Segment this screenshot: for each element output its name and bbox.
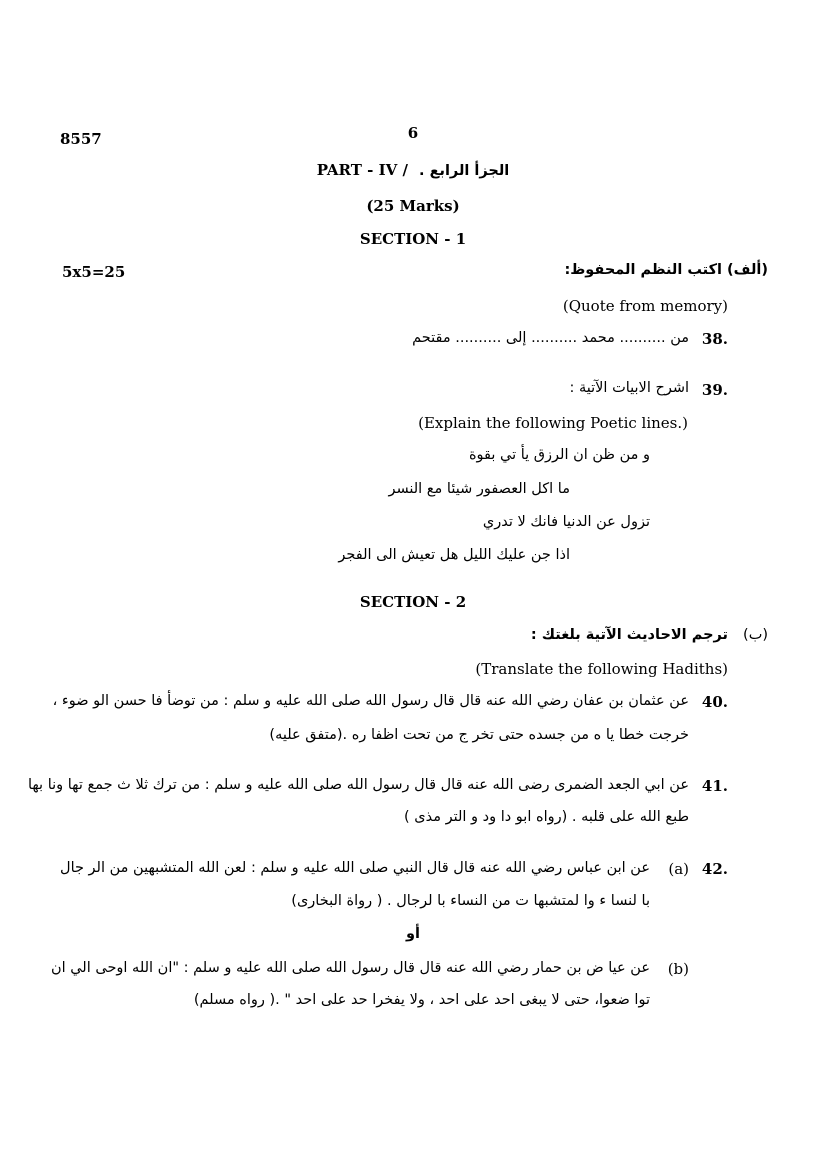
translate-instruction: (Translate the following Hadiths) [475, 660, 728, 678]
section-2-title: SECTION - 2 [359, 593, 467, 611]
q41-number: 41. [701, 777, 728, 795]
q42-b-line-2: توا ضعوا، حتى لا يبغى احد على احد ، ولا يفخرا حد على احد " .( رواه مسلم) [193, 992, 650, 1008]
section-1-marks: 5x5=25 [62, 263, 126, 281]
q41-line-1: عن ابي الجعد الضمرى رضى الله عنه قال قال رسول الله صلى الله عليه و سلم : من ترك ثلا ث جمع تها ونا بها [27, 777, 689, 793]
or-separator: أو [406, 926, 420, 942]
poem-line-2: ما اكل العصفور شيئا مع النسر [388, 481, 570, 497]
poem-line-4: اذا جن عليك الليل هل تعيش الى الفجر [338, 547, 570, 563]
part-title-ar: الجزأ الرابع . [419, 163, 510, 179]
q41-line-2: طبع الله على قلبه . (رواه ابو دا ود و التر مذى ) [404, 809, 689, 825]
poem-line-3: تزول عن الدنيا فانك لا تدري [482, 514, 650, 530]
q39-number: 39. [701, 381, 728, 399]
section-1-heading: (ألف) اكتب النظم المحفوظ: [564, 262, 768, 278]
part-title-en: PART - IV / [316, 161, 408, 179]
q40-line-1: عن عثمان بن عفان رضي الله عنه قال قال رسول الله صلى الله عليه و سلم : من توضأ فا حسن الو ضوء ، [52, 693, 689, 709]
q38-number: 38. [701, 330, 728, 348]
page-number: 6 [407, 124, 419, 142]
q42-a-line-1: عن ابن عباس رضي الله عنه قال قال النبي صلى الله عليه و سلم : لعن الله المتشبهين من الر جال [60, 860, 650, 876]
total-marks: (25 Marks) [366, 197, 460, 215]
section-2-label: (ب) [743, 627, 768, 643]
paper-code: 8557 [60, 130, 102, 148]
q42-number: 42. [701, 860, 728, 878]
q38-text: من .......... محمد .......... إلى .......... مقتحم [412, 330, 689, 346]
q42-b-line-1: عن عيا ض بن حمار رضي الله عنه قال قال رسول الله صلى الله عليه و سلم : "ان الله اوحى الي ان [50, 960, 650, 976]
q42-a-line-2: با لنسا ء وا لمتشبها ت من النساء با لرجال . ( رواة البخارى) [291, 893, 650, 909]
section-1-title: SECTION - 1 [359, 230, 467, 248]
q42-b-label: (b) [667, 960, 689, 978]
poem-line-1: و من ظن ان الرزق يأ تي بقوة [468, 447, 650, 463]
q40-line-2: خرجت خطا يا ه من جسده حتى تخر ج من تحت اظفا ره .(متفق عليه) [269, 727, 689, 743]
q39-text: اشرح الابيات الآتية : [569, 380, 689, 396]
q40-number: 40. [701, 693, 728, 711]
section-2-heading: ترجم الاحاديث الآتية بلغتك : [530, 627, 728, 643]
q39-instruction: (Explain the following Poetic lines.) [418, 414, 688, 432]
q42-a-label: (a) [668, 860, 689, 878]
part-title [0, 160, 826, 179]
quote-instruction: (Quote from memory) [562, 297, 728, 315]
